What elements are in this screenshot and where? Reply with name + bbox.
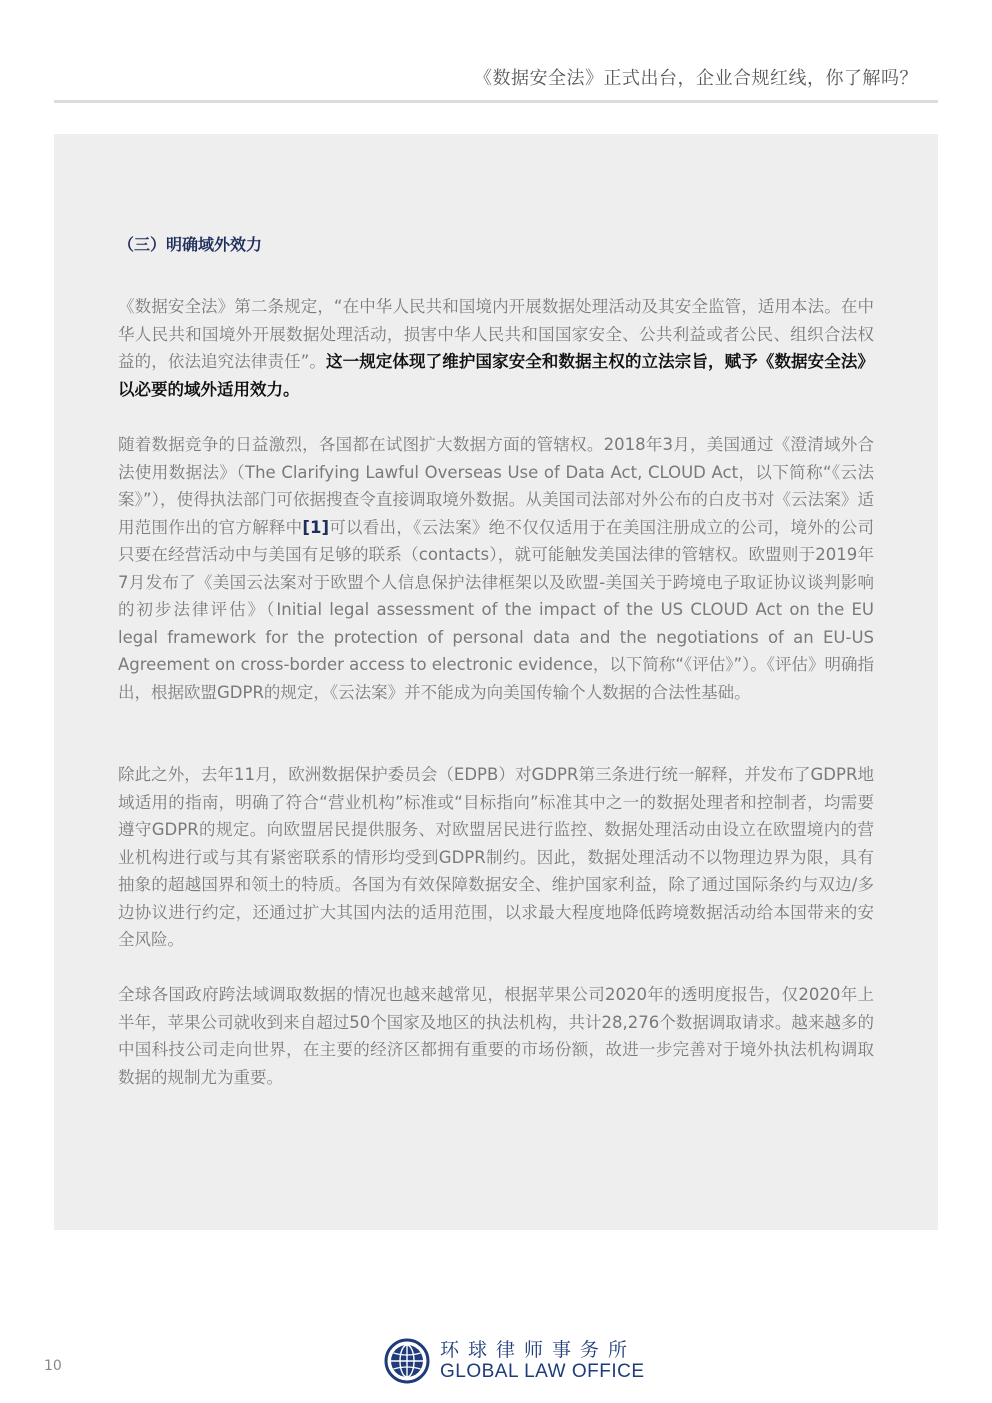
- paragraph-2-text-before: 随着数据竞争的日益激烈，各国都在试图扩大数据方面的管辖权。2018年3月，美国通过《澄清域外合法使用数据法》（The Clarifying Lawful Overseas Use of Data Act, CLOUD Act，以下简称“《云法案》”），使得执法部门可依据搜查令直接调取境外数据。从美国司法部对外公布的白皮书对《云法案》适用范围作出的官方解释中: [118, 435, 874, 537]
- logo-text: [440, 1339, 645, 1383]
- paragraph-3: 除此之外，去年11月，欧洲数据保护委员会（EDPB）对GDPR第三条进行统一解释，并发布了GDPR地域适用的指南，明确了符合“营业机构”标准或“目标指向”标准其中之一的数据处理者和控制者，均需要遵守GDPR的规定。向欧盟居民提供服务、对欧盟居民进行监控、数据处理活动由设立在欧盟境内的营业机构进行或与其有紧密联系的情形均受到GDPR制约。因此，数据处理活动不以物理边界为限，具有抽象的超越国界和领土的特质。各国为有效保障数据安全、维护国家利益，除了通过国际条约与双边/多边协议进行约定，还通过扩大其国内法的适用范围，以求最大程度地降低跨境数据活动给本国带来的安全风险。: [118, 765, 874, 949]
- page-number: 10: [44, 1358, 62, 1374]
- globe-icon: [384, 1338, 430, 1384]
- paragraph-1: [118, 293, 874, 403]
- paragraph-1-text: 《数据安全法》第二条规定，“在中华人民共和国境内开展数据处理活动及其安全监管，适用本法。在中华人民共和国境外开展数据处理活动，损害中华人民共和国国家安全、公共利益或者公民、组织合法权益的，依法追究法律责任”。: [118, 297, 874, 371]
- paragraph-2-text-after: 可以看出，《云法案》绝不仅仅适用于在美国注册成立的公司，境外的公司只要在经营活动中与美国有足够的联系（contacts），就可能触发美国法律的管辖权。欧盟则于2019年7月发布了《美国云法案对于欧盟个人信息保护法律框架以及欧盟-美国关于跨境电子取证协议谈判影响的初步法律评估》（Initial legal assessment of the impact of the US CLOUD Act on the EU legal framework for the protection of personal data and the negotiations of an EU-US Agreement on cross-border access to electronic evidence，以下简称“《评估》”）。《评估》明确指出，根据欧盟GDPR的规定，《云法案》并不能成为向美国传输个人数据的合法性基础。: [118, 517, 875, 702]
- firm-logo: [384, 1338, 645, 1384]
- document-header-title: 《数据安全法》正式出台，企业合规红线，你了解吗？: [474, 68, 918, 89]
- paragraph-4: 全球各国政府跨法域调取数据的情况也越来越常见，根据苹果公司2020年的透明度报告，仅2020年上半年，苹果公司就收到来自超过50个国家及地区的执法机构，共计28,276个数据调取请求。越来越多的中国科技公司走向世界，在主要的经济区都拥有重要的市场份额，故进一步完善对于境外执法机构调取数据的规制尤为重要。: [118, 985, 874, 1087]
- section-heading: （三）明确域外效力: [118, 235, 263, 254]
- logo-english-name: GLOBAL LAW OFFICE: [440, 1361, 645, 1382]
- logo-chinese-name: 环球律师事务所: [440, 1339, 637, 1361]
- footnote-reference-1[interactable]: [1]: [302, 517, 329, 537]
- paragraph-2: [118, 431, 874, 706]
- header-divider: [54, 100, 938, 103]
- paragraph-1-bold: 这一规定体现了维护国家安全和数据主权的立法宗旨，赋予《数据安全法》以必要的域外适用效力。: [118, 352, 874, 399]
